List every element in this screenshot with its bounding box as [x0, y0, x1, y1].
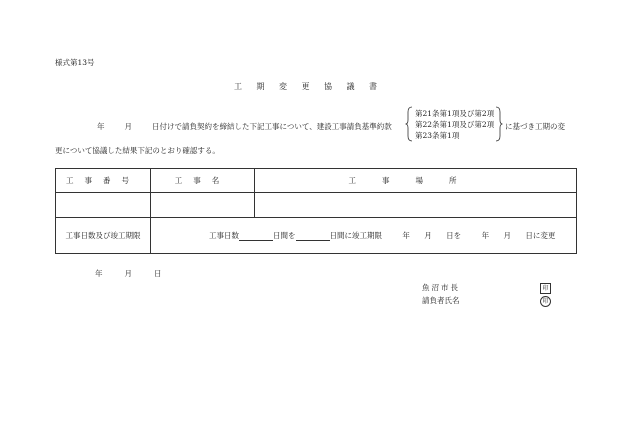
intro-year: 年 — [97, 122, 105, 131]
contractor-seal-icon: 印 — [540, 296, 551, 307]
table-header-row — [56, 169, 577, 193]
work-number-field[interactable] — [56, 193, 151, 218]
intro-text-after: に基づき工期の変 — [505, 122, 565, 131]
agreement-date — [95, 270, 162, 278]
work-name-field[interactable] — [151, 193, 255, 218]
document-title: 工期変更協議書 — [234, 82, 392, 91]
header-work-number: 工事番号 — [56, 169, 151, 193]
period-label: 工事日数及び竣工期限 — [56, 218, 151, 254]
construction-table — [55, 168, 577, 254]
intro-text-before: 日付けで請負契約を締結した下記工事について、建設工事請負基準約款 — [152, 122, 392, 131]
old-day: 日を — [446, 231, 462, 240]
date-month: 月 — [124, 269, 132, 278]
table-row — [56, 193, 577, 218]
period-mid2: 日間に竣工期限 — [329, 231, 382, 240]
new-month: 月 — [503, 231, 511, 240]
header-work-name: 工事名 — [151, 169, 255, 193]
old-year: 年 — [402, 231, 410, 240]
header-work-location: 工事場所 — [255, 169, 577, 193]
old-month: 月 — [424, 231, 432, 240]
period-cell — [151, 218, 577, 254]
right-brace-icon — [495, 106, 503, 142]
date-day: 日 — [154, 269, 162, 278]
clause-brace-group — [405, 106, 503, 142]
clause-item: 第22条第1項及び第2項 — [415, 120, 495, 129]
contractor-name-label: 請負者氏名 — [422, 296, 460, 305]
clause-item: 第23条第1項 — [415, 131, 460, 140]
form-number: 様式第13号 — [55, 58, 95, 67]
mayor-seal-icon: 印 — [540, 283, 551, 294]
left-brace-icon — [405, 106, 413, 142]
days-before-field[interactable] — [239, 232, 273, 241]
table-row — [56, 218, 577, 254]
intro-line-1 — [97, 123, 392, 131]
new-year: 年 — [481, 231, 490, 240]
clause-list — [415, 108, 494, 141]
intro-month: 月 — [124, 122, 132, 131]
days-after-field[interactable] — [296, 232, 330, 241]
period-suffix: 日に変更 — [525, 231, 556, 240]
work-location-field[interactable] — [255, 193, 577, 218]
mayor-signature-label: 魚沼市長 — [422, 283, 460, 292]
date-year: 年 — [95, 269, 103, 278]
period-prefix: 工事日数 — [209, 231, 239, 240]
clause-item: 第21条第1項及び第2項 — [415, 109, 495, 118]
period-mid1: 日間を — [273, 231, 296, 240]
intro-line-2: 更について協議した結果下記のとおり確認する。 — [55, 146, 220, 155]
